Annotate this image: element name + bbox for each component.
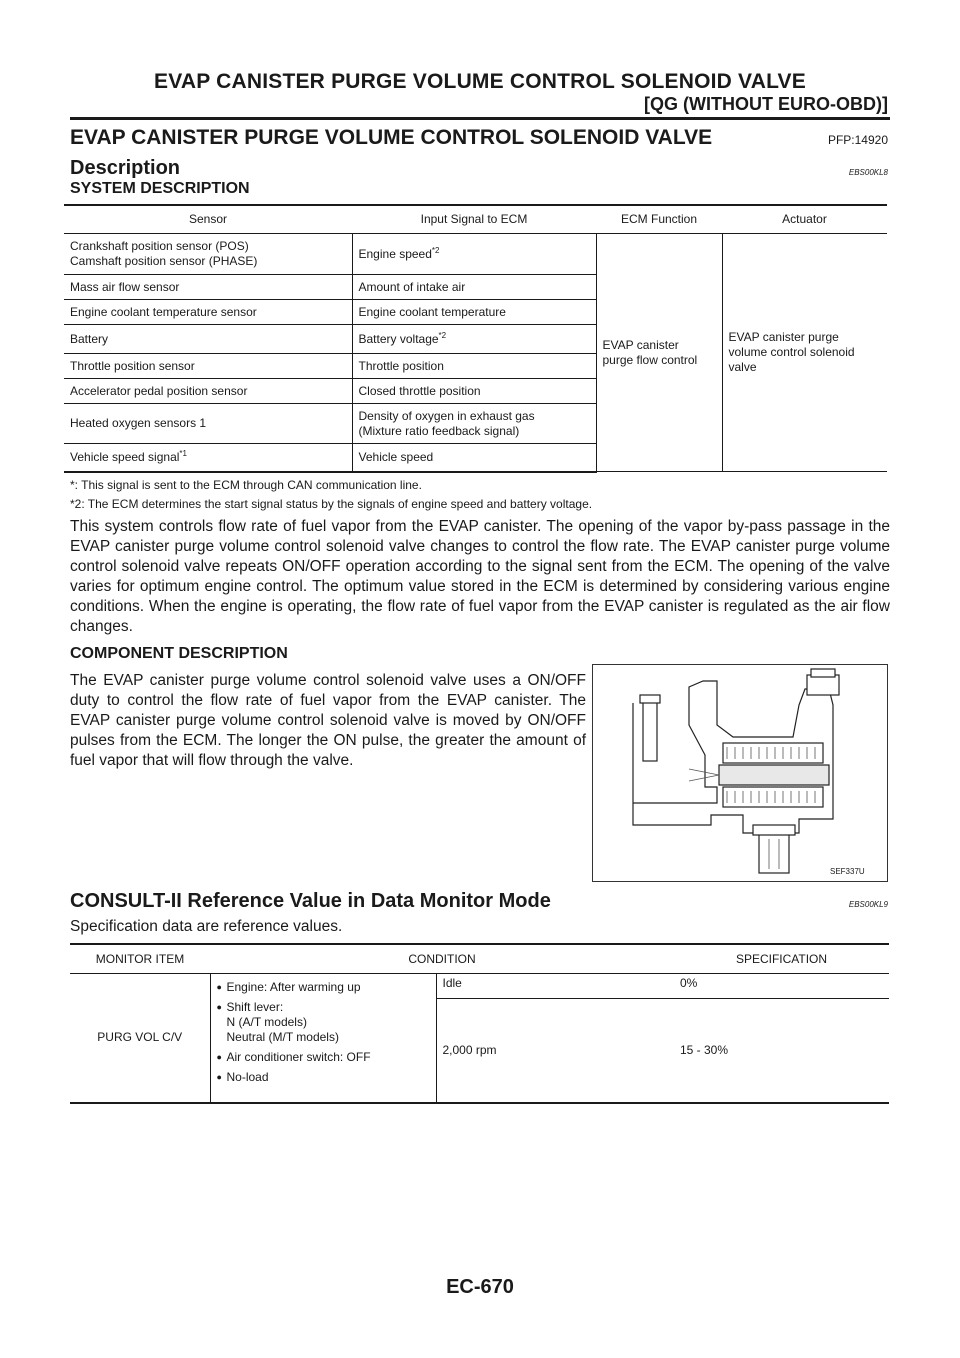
col-header-actuator: Actuator — [722, 205, 887, 234]
table-header-row — [70, 944, 889, 974]
specification-note: Specification data are reference values. — [70, 918, 343, 935]
footnote-ref: *1 — [179, 448, 187, 458]
table-row — [70, 974, 889, 999]
condition-list — [217, 980, 430, 1085]
signal-cell: Engine coolant temperature — [352, 300, 596, 325]
signal-cell — [352, 325, 596, 354]
valve-cross-section-drawing — [593, 665, 887, 881]
col-header-sensor: Sensor — [64, 205, 352, 234]
data-monitor-table — [70, 943, 889, 1104]
section-title: EVAP CANISTER PURGE VOLUME CONTROL SOLENOID VALVE — [70, 126, 713, 149]
signal-text: Engine speed — [358, 246, 432, 261]
signal-cell: Amount of intake air — [352, 275, 596, 300]
footnote-ref: *2 — [438, 330, 447, 340]
component-description-heading: COMPONENT DESCRIPTION — [70, 645, 288, 662]
signal-cell: Throttle position — [352, 354, 596, 379]
sensor-cell: Engine coolant temperature sensor — [64, 300, 352, 325]
ecm-function-cell: EVAP canister purge flow control — [596, 234, 722, 472]
signal-cell — [352, 234, 596, 275]
condition-item: ● Air conditioner switch: OFF — [217, 1050, 430, 1065]
spec-cell: 0% — [674, 974, 889, 999]
condition-item: ● No-load — [217, 1070, 430, 1085]
table-row — [64, 234, 887, 275]
condition-cell — [210, 974, 436, 1103]
header-rule — [70, 117, 890, 120]
signal-cell: Vehicle speed — [352, 444, 596, 472]
running-title: EVAP CANISTER PURGE VOLUME CONTROL SOLENOID VALVE — [154, 70, 806, 93]
actuator-cell: EVAP canister purge volume control solenoid valve — [722, 234, 887, 472]
consult-heading: CONSULT-II Reference Value in Data Monitor Mode — [70, 890, 551, 912]
sensor-cell: Heated oxygen sensors 1 — [64, 404, 352, 444]
sensor-cell: Battery — [64, 325, 352, 354]
system-description-paragraph: This system controls flow rate of fuel vapor from the EVAP canister. The opening of the vapor by-pass passage in the EVAP canister purge volume control solenoid valve changes to control the flow rate. The EVAP canister purge volume control solenoid valve repeats ON/OFF operation according to the signal sent from the ECM. The opening of the valve varies for optimum engine control. The optimum value stored in the ECM is determined by considering various engine conditions. When the engine is operating, the flow rate of fuel vapor from the EVAP canister is regulated as the air flow changes. — [70, 518, 890, 635]
col-header-input-signal: Input Signal to ECM — [352, 205, 596, 234]
state-cell: 2,000 rpm — [436, 999, 674, 1103]
sensor-cell: Mass air flow sensor — [64, 275, 352, 300]
table-header-row — [64, 205, 887, 234]
solenoid-valve-cutaway-figure — [592, 664, 888, 882]
col-header-monitor-item: MONITOR ITEM — [70, 944, 210, 974]
description-heading: Description — [70, 157, 181, 179]
footnote-ref: *2 — [431, 245, 440, 255]
col-header-ecm-function: ECM Function — [596, 205, 722, 234]
sensor-cell: Accelerator pedal position sensor — [64, 379, 352, 404]
sensor-cell — [64, 444, 352, 472]
sensor-cell: Crankshaft position sensor (POS) Camshaft position sensor (PHASE) — [64, 234, 352, 275]
footnote: *2: The ECM determines the start signal status by the signals of engine speed and battery voltage. — [70, 497, 593, 511]
spec-cell: 15 - 30% — [674, 999, 889, 1103]
monitor-item-cell: PURG VOL C/V — [70, 974, 210, 1103]
description-ref-code: EBS00KL8 — [848, 168, 888, 177]
system-description-table — [64, 204, 887, 473]
consult-ref-code: EBS00KL9 — [848, 900, 888, 909]
sensor-text: Vehicle speed signal — [70, 449, 180, 464]
signal-cell: Density of oxygen in exhaust gas (Mixture ratio feedback signal) — [352, 404, 596, 444]
system-description-heading: SYSTEM DESCRIPTION — [70, 180, 250, 197]
component-description-paragraph: The EVAP canister purge volume control solenoid valve uses a ON/OFF duty to control the flow rate of fuel vapor from the EVAP canister. The EVAP canister purge volume control solenoid valve is moved by ON/OFF pulses from the ECM. The longer the ON pulse, the greater the amount of fuel vapor that will flow through the valve. — [70, 672, 586, 769]
col-header-condition: CONDITION — [210, 944, 674, 974]
col-header-specification: SPECIFICATION — [674, 944, 889, 974]
figure-code: SEF337U — [830, 867, 865, 876]
footnote: *: This signal is sent to the ECM through CAN communication line. — [70, 478, 422, 492]
page-number: EC-670 — [446, 1276, 514, 1298]
sensor-cell: Throttle position sensor — [64, 354, 352, 379]
condition-item: ● Engine: After warming up — [217, 980, 430, 995]
state-cell: Idle — [436, 974, 674, 999]
running-subtitle: [QG (WITHOUT EURO-OBD)] — [644, 94, 888, 114]
signal-text: Battery voltage — [358, 331, 439, 346]
signal-cell: Closed throttle position — [352, 379, 596, 404]
condition-item: ● Shift lever: N (A/T models) Neutral (M/T models) — [217, 1000, 430, 1045]
part-number: PFP:14920 — [827, 133, 888, 147]
